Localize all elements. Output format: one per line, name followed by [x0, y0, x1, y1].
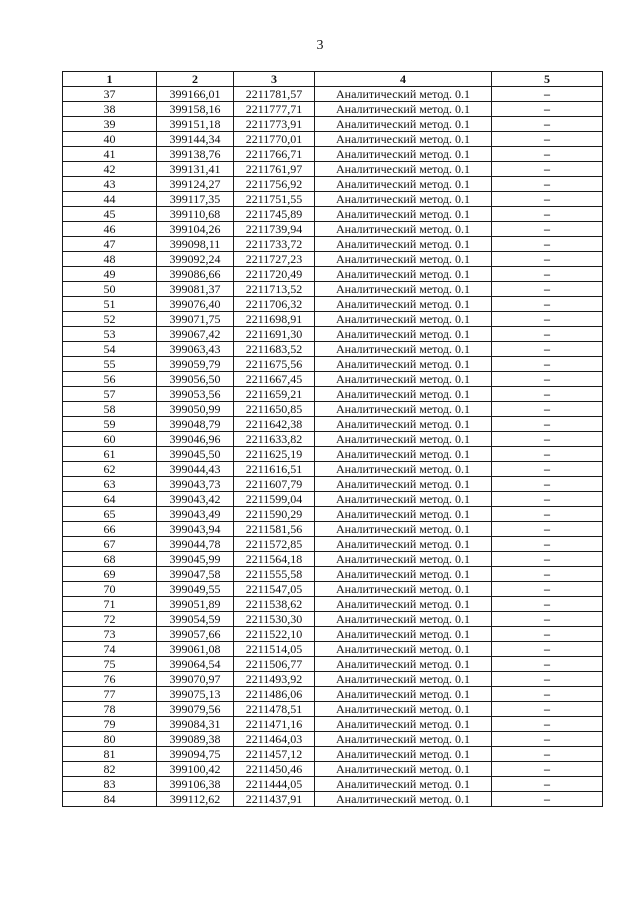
point-number-cell: 69 [63, 567, 157, 582]
point-number-cell: 72 [63, 612, 157, 627]
y-coordinate-cell: 2211530,30 [234, 612, 315, 627]
y-coordinate-cell: 2211572,85 [234, 537, 315, 552]
table-row [63, 642, 603, 657]
header-row [63, 72, 603, 87]
method-cell: Аналитический метод. 0.1 [315, 552, 492, 567]
table-row [63, 192, 603, 207]
method-cell: Аналитический метод. 0.1 [315, 462, 492, 477]
table-row [63, 747, 603, 762]
method-cell: Аналитический метод. 0.1 [315, 237, 492, 252]
y-coordinate-cell: 2211773,91 [234, 117, 315, 132]
method-cell: Аналитический метод. 0.1 [315, 102, 492, 117]
point-number-cell: 43 [63, 177, 157, 192]
method-cell: Аналитический метод. 0.1 [315, 687, 492, 702]
point-number-cell: 75 [63, 657, 157, 672]
point-number-cell: 41 [63, 147, 157, 162]
point-number-cell: 53 [63, 327, 157, 342]
note-cell: – [492, 447, 603, 462]
x-coordinate-cell: 399057,66 [157, 627, 234, 642]
point-number-cell: 37 [63, 87, 157, 102]
x-coordinate-cell: 399151,18 [157, 117, 234, 132]
x-coordinate-cell: 399045,50 [157, 447, 234, 462]
x-coordinate-cell: 399094,75 [157, 747, 234, 762]
point-number-cell: 57 [63, 387, 157, 402]
table-row [63, 372, 603, 387]
table-row [63, 222, 603, 237]
table-row [63, 102, 603, 117]
point-number-cell: 40 [63, 132, 157, 147]
header-col-2: 2 [157, 72, 234, 87]
x-coordinate-cell: 399079,56 [157, 702, 234, 717]
x-coordinate-cell: 399098,11 [157, 237, 234, 252]
x-coordinate-cell: 399043,73 [157, 477, 234, 492]
method-cell: Аналитический метод. 0.1 [315, 252, 492, 267]
x-coordinate-cell: 399063,43 [157, 342, 234, 357]
method-cell: Аналитический метод. 0.1 [315, 447, 492, 462]
method-cell: Аналитический метод. 0.1 [315, 207, 492, 222]
table-row [63, 462, 603, 477]
method-cell: Аналитический метод. 0.1 [315, 192, 492, 207]
x-coordinate-cell: 399138,76 [157, 147, 234, 162]
table-row [63, 432, 603, 447]
table-row [63, 387, 603, 402]
point-number-cell: 44 [63, 192, 157, 207]
note-cell: – [492, 582, 603, 597]
y-coordinate-cell: 2211437,91 [234, 792, 315, 807]
method-cell: Аналитический метод. 0.1 [315, 132, 492, 147]
point-number-cell: 70 [63, 582, 157, 597]
point-number-cell: 68 [63, 552, 157, 567]
note-cell: – [492, 357, 603, 372]
y-coordinate-cell: 2211590,29 [234, 507, 315, 522]
table-row [63, 252, 603, 267]
method-cell: Аналитический метод. 0.1 [315, 117, 492, 132]
note-cell: – [492, 597, 603, 612]
method-cell: Аналитический метод. 0.1 [315, 177, 492, 192]
table-row [63, 762, 603, 777]
point-number-cell: 84 [63, 792, 157, 807]
note-cell: – [492, 117, 603, 132]
note-cell: – [492, 777, 603, 792]
table-row [63, 207, 603, 222]
x-coordinate-cell: 399071,75 [157, 312, 234, 327]
point-number-cell: 42 [63, 162, 157, 177]
x-coordinate-cell: 399124,27 [157, 177, 234, 192]
x-coordinate-cell: 399070,97 [157, 672, 234, 687]
point-number-cell: 48 [63, 252, 157, 267]
method-cell: Аналитический метод. 0.1 [315, 777, 492, 792]
note-cell: – [492, 372, 603, 387]
point-number-cell: 50 [63, 282, 157, 297]
y-coordinate-cell: 2211667,45 [234, 372, 315, 387]
y-coordinate-cell: 2211706,32 [234, 297, 315, 312]
x-coordinate-cell: 399056,50 [157, 372, 234, 387]
note-cell: – [492, 102, 603, 117]
note-cell: – [492, 477, 603, 492]
point-number-cell: 73 [63, 627, 157, 642]
header-col-3: 3 [234, 72, 315, 87]
note-cell: – [492, 792, 603, 807]
point-number-cell: 59 [63, 417, 157, 432]
method-cell: Аналитический метод. 0.1 [315, 372, 492, 387]
method-cell: Аналитический метод. 0.1 [315, 732, 492, 747]
method-cell: Аналитический метод. 0.1 [315, 492, 492, 507]
y-coordinate-cell: 2211761,97 [234, 162, 315, 177]
y-coordinate-cell: 2211471,16 [234, 717, 315, 732]
x-coordinate-cell: 399110,68 [157, 207, 234, 222]
method-cell: Аналитический метод. 0.1 [315, 282, 492, 297]
table-row [63, 162, 603, 177]
table-row [63, 552, 603, 567]
method-cell: Аналитический метод. 0.1 [315, 537, 492, 552]
y-coordinate-cell: 2211659,21 [234, 387, 315, 402]
x-coordinate-cell: 399158,16 [157, 102, 234, 117]
y-coordinate-cell: 2211727,23 [234, 252, 315, 267]
note-cell: – [492, 162, 603, 177]
y-coordinate-cell: 2211450,46 [234, 762, 315, 777]
y-coordinate-cell: 2211478,51 [234, 702, 315, 717]
note-cell: – [492, 462, 603, 477]
point-number-cell: 67 [63, 537, 157, 552]
x-coordinate-cell: 399051,89 [157, 597, 234, 612]
x-coordinate-cell: 399075,13 [157, 687, 234, 702]
y-coordinate-cell: 2211625,19 [234, 447, 315, 462]
table-row [63, 147, 603, 162]
table-row [63, 417, 603, 432]
x-coordinate-cell: 399112,62 [157, 792, 234, 807]
y-coordinate-cell: 2211607,79 [234, 477, 315, 492]
x-coordinate-cell: 399045,99 [157, 552, 234, 567]
note-cell: – [492, 342, 603, 357]
method-cell: Аналитический метод. 0.1 [315, 627, 492, 642]
table-row [63, 87, 603, 102]
note-cell: – [492, 432, 603, 447]
table-row [63, 492, 603, 507]
table-row [63, 132, 603, 147]
point-number-cell: 62 [63, 462, 157, 477]
x-coordinate-cell: 399166,01 [157, 87, 234, 102]
method-cell: Аналитический метод. 0.1 [315, 342, 492, 357]
x-coordinate-cell: 399092,24 [157, 252, 234, 267]
table-row [63, 327, 603, 342]
note-cell: – [492, 717, 603, 732]
table-row [63, 657, 603, 672]
point-number-cell: 51 [63, 297, 157, 312]
x-coordinate-cell: 399053,56 [157, 387, 234, 402]
note-cell: – [492, 312, 603, 327]
x-coordinate-cell: 399106,38 [157, 777, 234, 792]
coordinates-table [62, 71, 603, 807]
table-row [63, 297, 603, 312]
table-header [63, 72, 603, 87]
header-col-4: 4 [315, 72, 492, 87]
table-row [63, 612, 603, 627]
x-coordinate-cell: 399046,96 [157, 432, 234, 447]
header-col-5: 5 [492, 72, 603, 87]
note-cell: – [492, 552, 603, 567]
table-row [63, 477, 603, 492]
point-number-cell: 49 [63, 267, 157, 282]
point-number-cell: 79 [63, 717, 157, 732]
note-cell: – [492, 627, 603, 642]
method-cell: Аналитический метод. 0.1 [315, 162, 492, 177]
method-cell: Аналитический метод. 0.1 [315, 297, 492, 312]
y-coordinate-cell: 2211650,85 [234, 402, 315, 417]
point-number-cell: 63 [63, 477, 157, 492]
note-cell: – [492, 522, 603, 537]
x-coordinate-cell: 399047,58 [157, 567, 234, 582]
x-coordinate-cell: 399044,43 [157, 462, 234, 477]
note-cell: – [492, 612, 603, 627]
note-cell: – [492, 267, 603, 282]
method-cell: Аналитический метод. 0.1 [315, 267, 492, 282]
method-cell: Аналитический метод. 0.1 [315, 402, 492, 417]
y-coordinate-cell: 2211538,62 [234, 597, 315, 612]
y-coordinate-cell: 2211633,82 [234, 432, 315, 447]
point-number-cell: 54 [63, 342, 157, 357]
point-number-cell: 74 [63, 642, 157, 657]
x-coordinate-cell: 399043,94 [157, 522, 234, 537]
table-row [63, 177, 603, 192]
x-coordinate-cell: 399076,40 [157, 297, 234, 312]
table-row [63, 672, 603, 687]
method-cell: Аналитический метод. 0.1 [315, 432, 492, 447]
note-cell: – [492, 192, 603, 207]
table-row [63, 582, 603, 597]
note-cell: – [492, 702, 603, 717]
method-cell: Аналитический метод. 0.1 [315, 702, 492, 717]
note-cell: – [492, 282, 603, 297]
y-coordinate-cell: 2211698,91 [234, 312, 315, 327]
method-cell: Аналитический метод. 0.1 [315, 717, 492, 732]
note-cell: – [492, 237, 603, 252]
note-cell: – [492, 762, 603, 777]
table-row [63, 507, 603, 522]
table-row [63, 687, 603, 702]
method-cell: Аналитический метод. 0.1 [315, 762, 492, 777]
table-row [63, 522, 603, 537]
point-number-cell: 47 [63, 237, 157, 252]
x-coordinate-cell: 399131,41 [157, 162, 234, 177]
note-cell: – [492, 207, 603, 222]
point-number-cell: 60 [63, 432, 157, 447]
table-row [63, 792, 603, 807]
y-coordinate-cell: 2211713,52 [234, 282, 315, 297]
x-coordinate-cell: 399144,34 [157, 132, 234, 147]
method-cell: Аналитический метод. 0.1 [315, 522, 492, 537]
table-row [63, 282, 603, 297]
method-cell: Аналитический метод. 0.1 [315, 747, 492, 762]
method-cell: Аналитический метод. 0.1 [315, 612, 492, 627]
note-cell: – [492, 687, 603, 702]
table-row [63, 237, 603, 252]
note-cell: – [492, 537, 603, 552]
point-number-cell: 39 [63, 117, 157, 132]
point-number-cell: 82 [63, 762, 157, 777]
method-cell: Аналитический метод. 0.1 [315, 477, 492, 492]
method-cell: Аналитический метод. 0.1 [315, 312, 492, 327]
y-coordinate-cell: 2211675,56 [234, 357, 315, 372]
point-number-cell: 58 [63, 402, 157, 417]
header-col-1: 1 [63, 72, 157, 87]
x-coordinate-cell: 399054,59 [157, 612, 234, 627]
x-coordinate-cell: 399064,54 [157, 657, 234, 672]
y-coordinate-cell: 2211599,04 [234, 492, 315, 507]
point-number-cell: 77 [63, 687, 157, 702]
x-coordinate-cell: 399048,79 [157, 417, 234, 432]
y-coordinate-cell: 2211564,18 [234, 552, 315, 567]
x-coordinate-cell: 399089,38 [157, 732, 234, 747]
point-number-cell: 45 [63, 207, 157, 222]
method-cell: Аналитический метод. 0.1 [315, 327, 492, 342]
table-row [63, 447, 603, 462]
y-coordinate-cell: 2211720,49 [234, 267, 315, 282]
method-cell: Аналитический метод. 0.1 [315, 642, 492, 657]
y-coordinate-cell: 2211766,71 [234, 147, 315, 162]
y-coordinate-cell: 2211770,01 [234, 132, 315, 147]
point-number-cell: 78 [63, 702, 157, 717]
point-number-cell: 81 [63, 747, 157, 762]
y-coordinate-cell: 2211739,94 [234, 222, 315, 237]
point-number-cell: 46 [63, 222, 157, 237]
table-row [63, 357, 603, 372]
note-cell: – [492, 147, 603, 162]
method-cell: Аналитический метод. 0.1 [315, 672, 492, 687]
note-cell: – [492, 657, 603, 672]
table-row [63, 342, 603, 357]
method-cell: Аналитический метод. 0.1 [315, 567, 492, 582]
table-row [63, 537, 603, 552]
x-coordinate-cell: 399104,26 [157, 222, 234, 237]
point-number-cell: 80 [63, 732, 157, 747]
table-row [63, 312, 603, 327]
method-cell: Аналитический метод. 0.1 [315, 387, 492, 402]
point-number-cell: 65 [63, 507, 157, 522]
method-cell: Аналитический метод. 0.1 [315, 792, 492, 807]
x-coordinate-cell: 399067,42 [157, 327, 234, 342]
table-body [63, 87, 603, 807]
page-number: 3 [316, 38, 324, 53]
point-number-cell: 55 [63, 357, 157, 372]
table-row [63, 627, 603, 642]
note-cell: – [492, 747, 603, 762]
method-cell: Аналитический метод. 0.1 [315, 597, 492, 612]
y-coordinate-cell: 2211616,51 [234, 462, 315, 477]
method-cell: Аналитический метод. 0.1 [315, 582, 492, 597]
note-cell: – [492, 732, 603, 747]
method-cell: Аналитический метод. 0.1 [315, 417, 492, 432]
y-coordinate-cell: 2211464,03 [234, 732, 315, 747]
y-coordinate-cell: 2211514,05 [234, 642, 315, 657]
y-coordinate-cell: 2211642,38 [234, 417, 315, 432]
note-cell: – [492, 642, 603, 657]
y-coordinate-cell: 2211777,71 [234, 102, 315, 117]
note-cell: – [492, 387, 603, 402]
note-cell: – [492, 177, 603, 192]
table-row [63, 732, 603, 747]
x-coordinate-cell: 399086,66 [157, 267, 234, 282]
x-coordinate-cell: 399043,42 [157, 492, 234, 507]
x-coordinate-cell: 399100,42 [157, 762, 234, 777]
note-cell: – [492, 87, 603, 102]
point-number-cell: 61 [63, 447, 157, 462]
y-coordinate-cell: 2211751,55 [234, 192, 315, 207]
y-coordinate-cell: 2211522,10 [234, 627, 315, 642]
y-coordinate-cell: 2211493,92 [234, 672, 315, 687]
table-row [63, 117, 603, 132]
point-number-cell: 38 [63, 102, 157, 117]
x-coordinate-cell: 399049,55 [157, 582, 234, 597]
point-number-cell: 83 [63, 777, 157, 792]
y-coordinate-cell: 2211581,56 [234, 522, 315, 537]
note-cell: – [492, 402, 603, 417]
x-coordinate-cell: 399043,49 [157, 507, 234, 522]
y-coordinate-cell: 2211457,12 [234, 747, 315, 762]
table-row [63, 717, 603, 732]
note-cell: – [492, 492, 603, 507]
point-number-cell: 52 [63, 312, 157, 327]
table-row [63, 597, 603, 612]
table-row [63, 702, 603, 717]
y-coordinate-cell: 2211555,58 [234, 567, 315, 582]
method-cell: Аналитический метод. 0.1 [315, 87, 492, 102]
point-number-cell: 76 [63, 672, 157, 687]
y-coordinate-cell: 2211733,72 [234, 237, 315, 252]
y-coordinate-cell: 2211486,06 [234, 687, 315, 702]
y-coordinate-cell: 2211781,57 [234, 87, 315, 102]
y-coordinate-cell: 2211745,89 [234, 207, 315, 222]
table-row [63, 777, 603, 792]
x-coordinate-cell: 399044,78 [157, 537, 234, 552]
y-coordinate-cell: 2211683,52 [234, 342, 315, 357]
y-coordinate-cell: 2211547,05 [234, 582, 315, 597]
y-coordinate-cell: 2211444,05 [234, 777, 315, 792]
point-number-cell: 64 [63, 492, 157, 507]
method-cell: Аналитический метод. 0.1 [315, 222, 492, 237]
note-cell: – [492, 222, 603, 237]
y-coordinate-cell: 2211506,77 [234, 657, 315, 672]
y-coordinate-cell: 2211691,30 [234, 327, 315, 342]
table-row [63, 567, 603, 582]
x-coordinate-cell: 399059,79 [157, 357, 234, 372]
y-coordinate-cell: 2211756,92 [234, 177, 315, 192]
x-coordinate-cell: 399081,37 [157, 282, 234, 297]
method-cell: Аналитический метод. 0.1 [315, 507, 492, 522]
note-cell: – [492, 417, 603, 432]
x-coordinate-cell: 399084,31 [157, 717, 234, 732]
table-row [63, 402, 603, 417]
note-cell: – [492, 327, 603, 342]
method-cell: Аналитический метод. 0.1 [315, 147, 492, 162]
note-cell: – [492, 567, 603, 582]
point-number-cell: 56 [63, 372, 157, 387]
table-row [63, 267, 603, 282]
x-coordinate-cell: 399117,35 [157, 192, 234, 207]
point-number-cell: 71 [63, 597, 157, 612]
point-number-cell: 66 [63, 522, 157, 537]
method-cell: Аналитический метод. 0.1 [315, 657, 492, 672]
x-coordinate-cell: 399061,08 [157, 642, 234, 657]
note-cell: – [492, 297, 603, 312]
note-cell: – [492, 252, 603, 267]
note-cell: – [492, 507, 603, 522]
note-cell: – [492, 132, 603, 147]
x-coordinate-cell: 399050,99 [157, 402, 234, 417]
method-cell: Аналитический метод. 0.1 [315, 357, 492, 372]
note-cell: – [492, 672, 603, 687]
